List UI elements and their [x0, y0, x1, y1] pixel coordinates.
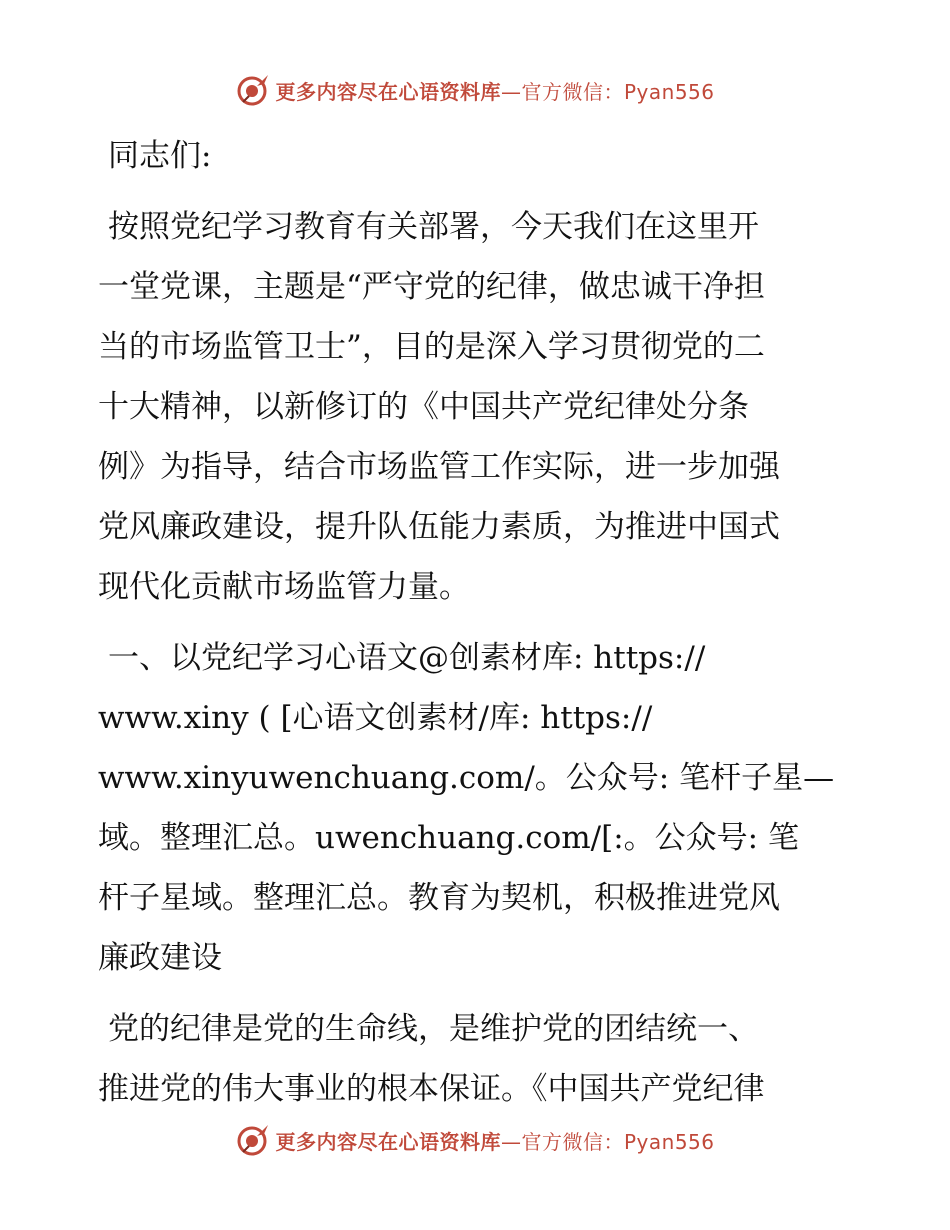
footer-watermark: [0, 1118, 950, 1162]
watermark-dash: —: [500, 1129, 522, 1154]
paragraph-discipline: [98, 999, 858, 1119]
watermark-wechat-id: Pyan556: [623, 79, 715, 104]
text-line: 廉政建设: [98, 940, 222, 976]
text-line: 一堂党课，主题是“严守党的纪律，做忠诚干净担: [98, 269, 765, 305]
text-line: 当的市场监管卫士”，目的是深入学习贯彻党的二: [98, 329, 765, 365]
text-line: 按照党纪学习教育有关部署，今天我们在这里开: [108, 209, 759, 245]
text-line: 一、以党纪学习心语文@创素材库: https://: [108, 640, 706, 676]
greeting-text: 同志们:: [108, 138, 212, 174]
watermark-wechat-id: Pyan556: [623, 1129, 715, 1154]
text-line: 党的纪律是党的生命线，是维护党的团结统一、: [108, 1011, 759, 1047]
text-line: 域。整理汇总。uwenchuang.com/[:。公众号: 笔: [98, 820, 799, 856]
watermark-wechat-label: 官方微信：: [521, 1129, 624, 1154]
watermark-brand: 更多内容尽在心语资料库: [275, 79, 501, 104]
watermark-wechat-label: 官方微信：: [521, 79, 624, 104]
quill-logo-icon: [235, 1122, 271, 1158]
watermark-dash: —: [500, 79, 522, 104]
watermark-brand: 更多内容尽在心语资料库: [275, 1129, 501, 1154]
paragraph-intro: [98, 197, 858, 617]
text-line: www.xinyuwenchuang.com/。公众号: 笔杆子星—: [98, 760, 835, 796]
watermark-text: [275, 1126, 714, 1155]
text-line: 杆子星域。整理汇总。教育为契机，积极推进党风: [98, 880, 780, 916]
header-watermark: [0, 68, 950, 112]
quill-logo-icon: [235, 72, 271, 108]
text-line: 推进党的伟大事业的根本保证。《中国共产党纪律: [98, 1071, 765, 1107]
text-line: 现代化贡献市场监管力量。: [98, 569, 470, 605]
text-line: 十大精神，以新修订的《中国共产党纪律处分条: [98, 389, 749, 425]
greeting: [98, 126, 858, 186]
watermark-text: [275, 76, 714, 105]
section-heading-1: [98, 628, 858, 988]
document-body: [98, 126, 858, 1130]
text-line: 例》为指导，结合市场监管工作实际，进一步加强: [98, 449, 780, 485]
text-line: 党风廉政建设，提升队伍能力素质，为推进中国式: [98, 509, 780, 545]
text-line: www.xiny ( [心语文创素材/库: https://: [98, 700, 653, 736]
